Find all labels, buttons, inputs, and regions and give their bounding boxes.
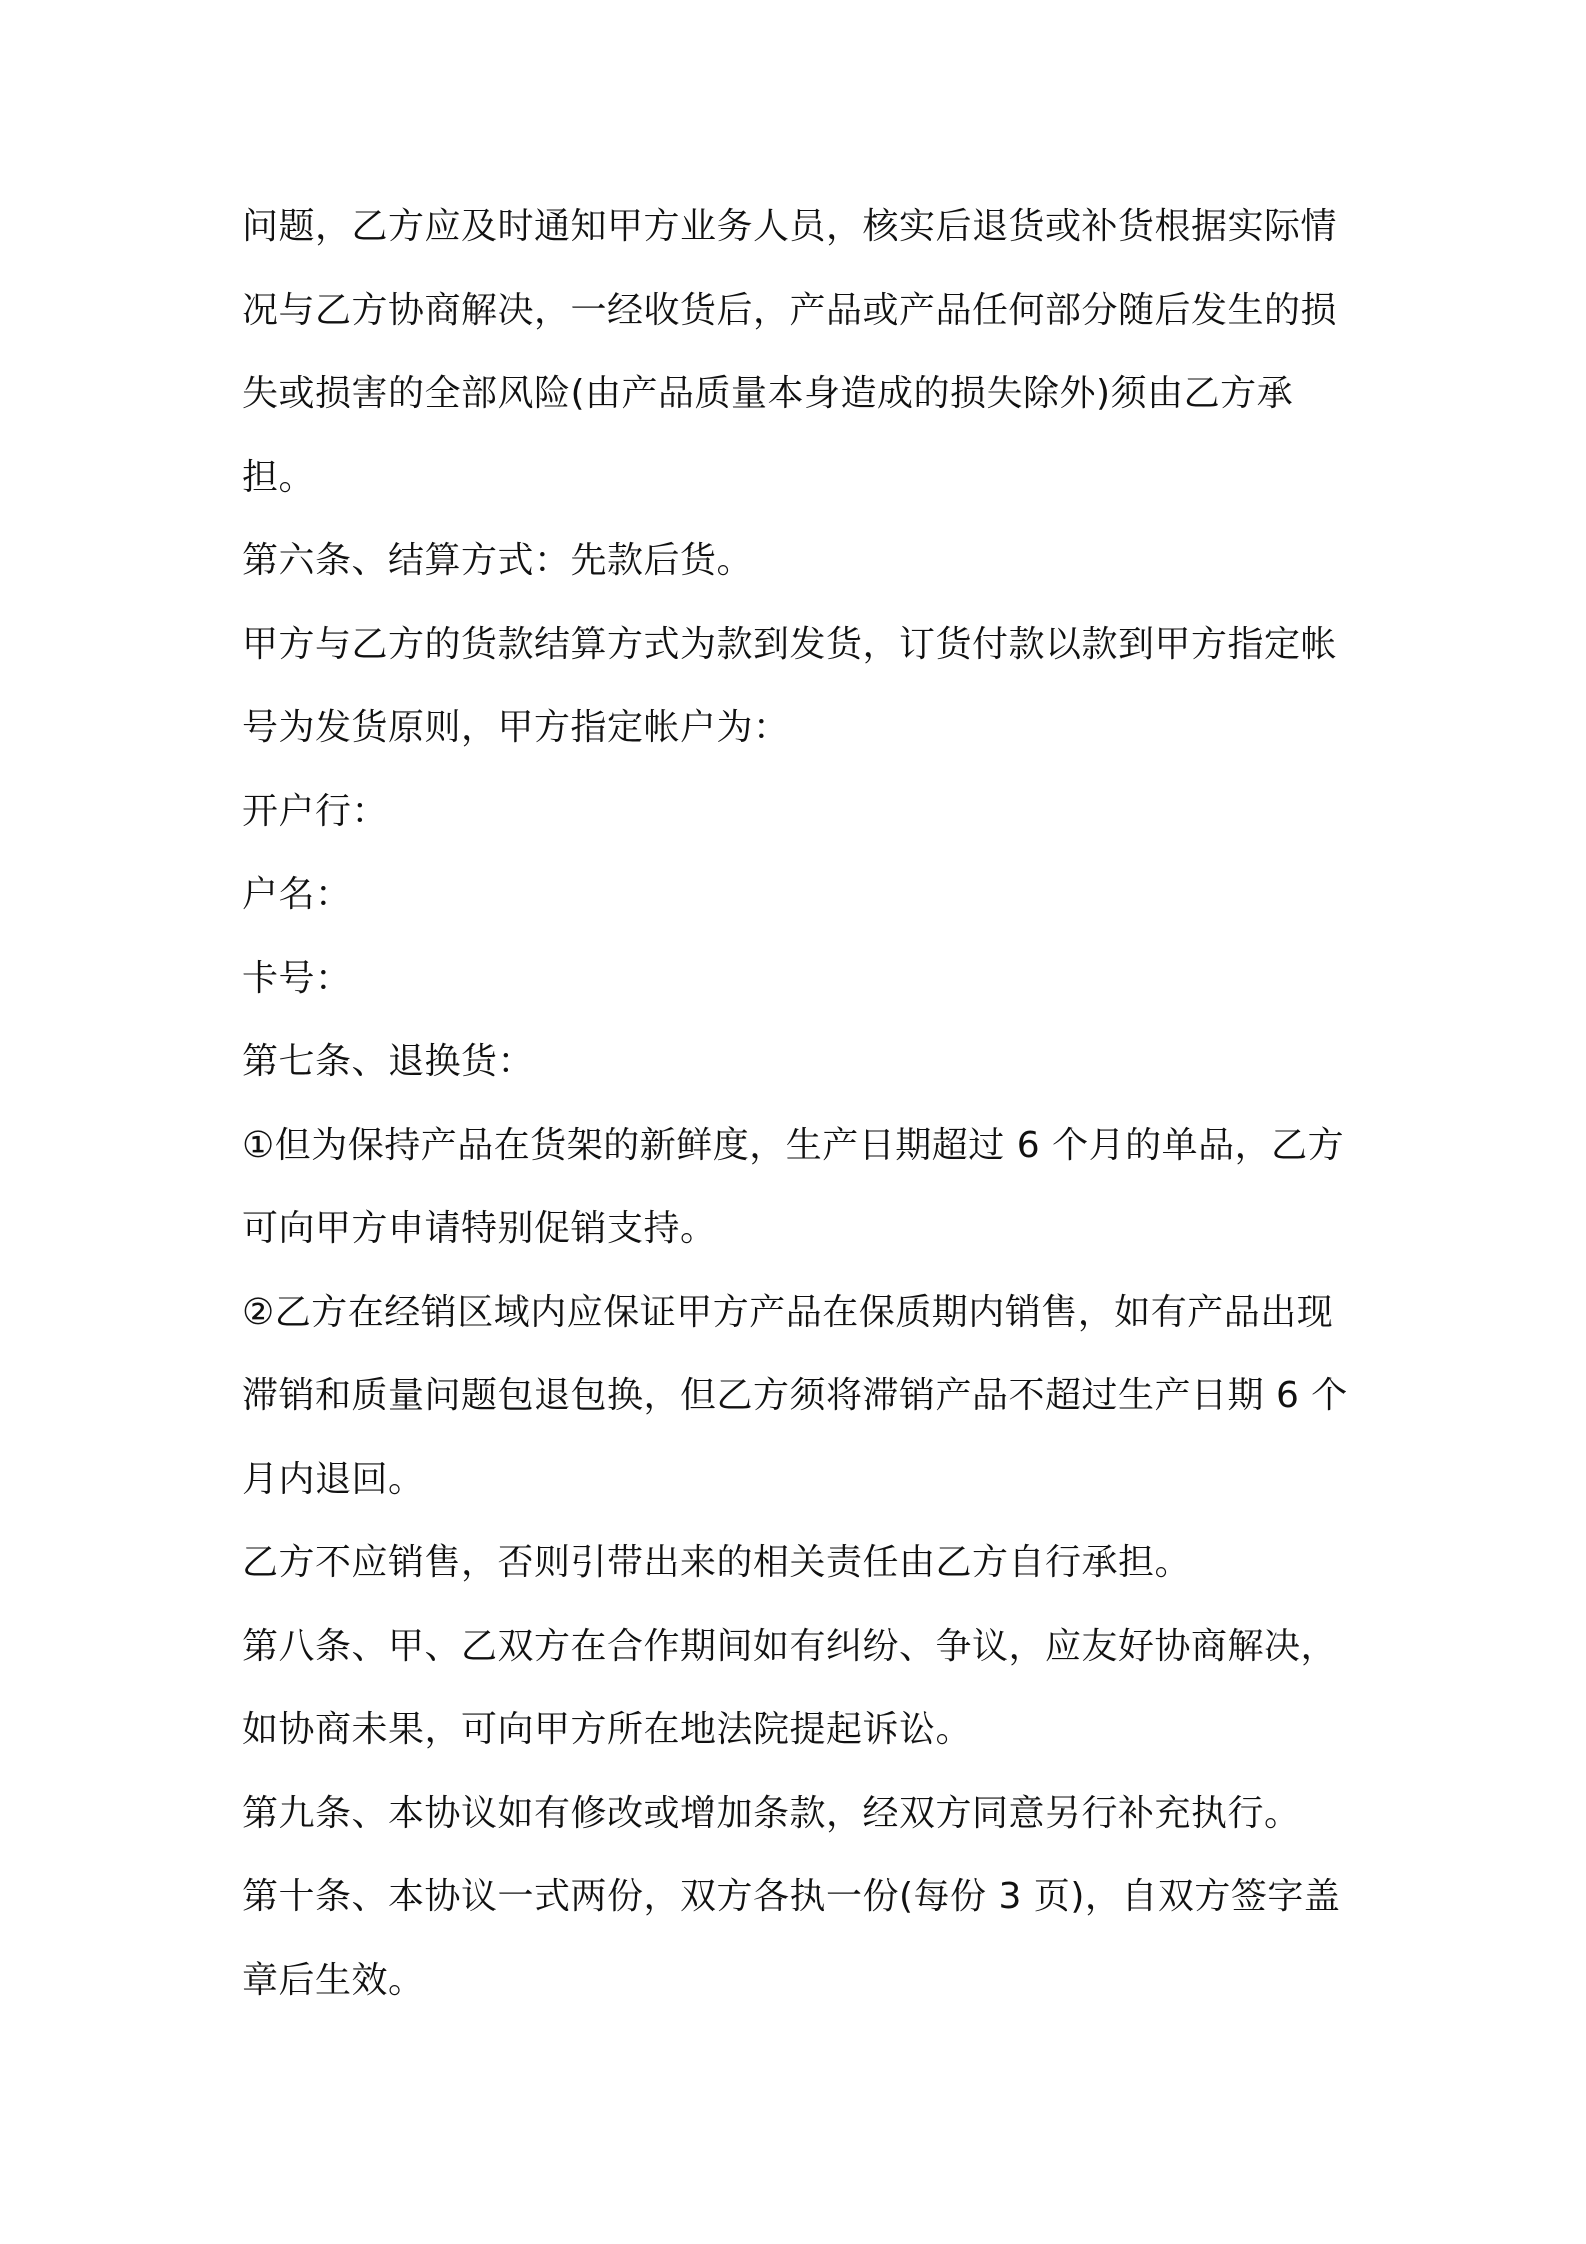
paragraph-bank-name: 开户行：: [242, 790, 389, 832]
paragraph-article-9: 第九条、本协议如有修改或增加条款，经双方同意另行补充执行。: [242, 1792, 1301, 1834]
paragraph-return-item-1: ①但为保持产品在货架的新鲜度，生产日期超过 6 个月的单品，乙方可向甲方申请特别促销支持。: [242, 1124, 1345, 1249]
paragraph-return-item-2: ②乙方在经销区域内应保证甲方产品在保质期内销售，如有产品出现滞销和质量问题包退包换，但乙方须将滞销产品不超过生产日期 6 个月内退回。: [242, 1291, 1348, 1500]
paragraph-payment-method: 甲方与乙方的货款结算方式为款到发货，订货付款以款到甲方指定帐号为发货原则，甲方指定帐户为：: [242, 623, 1338, 748]
paragraph-article-10: 第十条、本协议一式两份，双方各执一份(每份 3 页)，自双方签字盖章后生效。: [242, 1876, 1341, 2001]
paragraph-article-7-heading: 第七条、退换货：: [242, 1041, 535, 1082]
paragraph-article-8: 第八条、甲、乙双方在合作期间如有纠纷、争议，应友好协商解决，如协商未果，可向甲方所在地法院提起诉讼。: [242, 1625, 1338, 1750]
paragraph-article-6-heading: 第六条、结算方式：先款后货。: [242, 540, 754, 581]
paragraph-account-name: 户名：: [242, 874, 352, 915]
paragraph-risk-transfer: 问题，乙方应及时通知甲方业务人员，核实后退货或补货根据实际情况与乙方协商解决，一经收货后，产品或产品任何部分随后发生的损失或损害的全部风险(由产品质量本身造成的损失除外)须由乙方承担。: [242, 206, 1338, 498]
paragraph-no-sale-clause: 乙方不应销售，否则引带出来的相关责任由乙方自行承担。: [242, 1542, 1192, 1583]
document-body: [242, 185, 1362, 2022]
paragraph-card-number: 卡号：: [242, 957, 352, 999]
